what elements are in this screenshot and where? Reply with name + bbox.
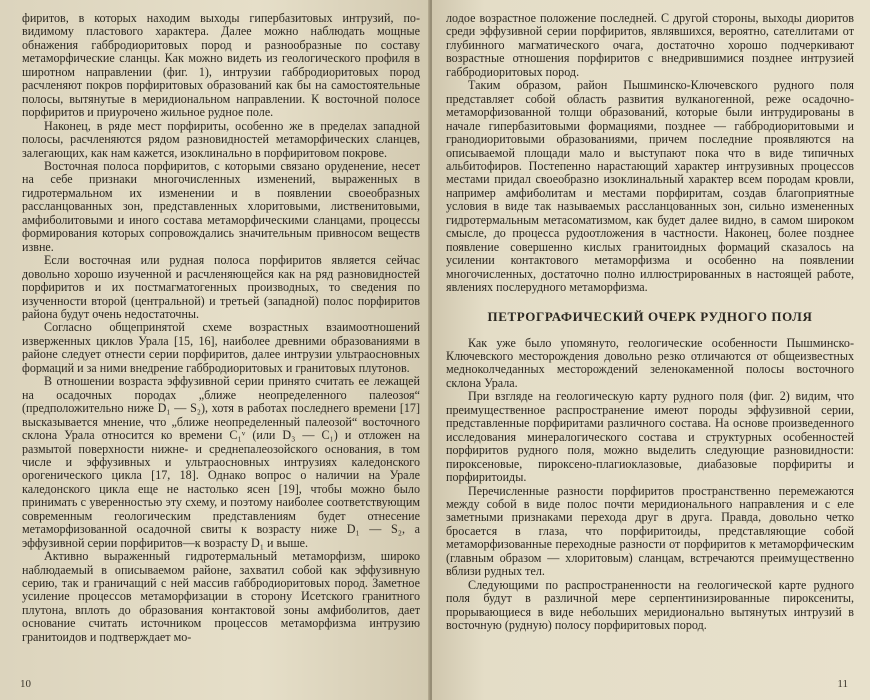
- paragraph: Активно выраженный гидротермальный метаморфизм, широко наблюдаемый в описываемом районе, захватил собой как эффузивную серию, так и граничащий с ней массив габбродиоритовых пород. Заметное усиление процессов метаморфизации в сторону Исетского гранитного плутона, вплоть до образования контактовой зоны амфиболитов, дает основание считать источником процессов метаморфизма интрузию гранитоидов и подтверждает мо-: [22, 549, 420, 644]
- paragraph: Перечисленные разности порфиритов пространственно перемежаются между собой в виде полос почти меридионального направления и с еле заметными признаками перехода друг в друга. Правда, довольно четко бросается в глаза, что порфиритоиды, представляющие собой метаморфизованные переходные разности от порфиритов к метаморфическим (главным образом — хлоритовым) сланцам, встречаются преимущественно вблизи рудных тел.: [446, 483, 854, 579]
- paragraph: При взгляде на геологическую карту рудного поля (фиг. 2) видим, что преимущественное распространение имеют породы эффузивной серии, представленные порфиритами различного состава. На основе произведенного исследования минералогического состава и структурных особенностей порфиритов рудного поля, можно выделить следующие разновидности: пироксеновые, пироксено-плагиоклазовые, диабазовые порфириты и порфиритоиды.: [446, 389, 854, 485]
- right-page: [432, 0, 870, 700]
- paragraph: Таким образом, район Пышминско-Ключевского рудного поля представляет собой область развития вулканогенной, реже осадочно-метаморфизованной толщи образований, которые были интрудированы в начале гипербазитовыми формациями, позднее — габбродиоритовыми и гранодиоритовыми образованиями, причем последние проявляются на описываемой площади мало и выступают пока что в виде типичных альбитофиров. Постепенно нарастающий характер интрузивных процессов местами придал своеобразно изоклинальный характер всем породам кровли, например амфиболитам и местами порфиритам, создав благоприятные условия в виде так называемых рассланцованных зон, сильно измененных гидротермальным метасоматизмом, как будет далее видно, в самом широком смысле, до процесса рудоотложения в частности. Наконец, более позднее появление совершенно кислых гранитоидных формаций сказалось на усилении контактового метаморфизма и особенно на появлении многочисленных, достаточно полно иллюстрированных в настоящей работе, явлениях послерудного метаморфизма.: [446, 78, 854, 295]
- paragraph: Если восточная или рудная полоса порфиритов является сейчас довольно хорошо изученной и расчленяющейся как на ряд разновидностей порфиритов и их постмагматогенных производных, то сведения по изученности второй (центральной) и третьей (западной) полос порфиритов района будут очень недостаточны.: [22, 253, 420, 321]
- paragraph: Как уже было упомянуто, геологические особенности Пышминско-Ключевского месторождения довольно резко отличаются от общеизвестных медноколчеданных месторождений зеленокаменной полосы восточного склона Урала.: [446, 335, 854, 390]
- left-page: [0, 0, 430, 700]
- paragraph: В отношении возраста эффузивной серии принято считать ее лежащей на осадочных породах „ближе неопределенного палеозоя“ (предположительно ниже D₁ — S₂), хотя в работах последнего времени [17] высказывается мнение, что „ближе неопределенный палеозой“ восточного склона Урала относится ко времени C₁ᵛ (или D₃ — C₁) и отложен на размытой поверхности нижне- и среднепалеозойского основания, в том числе и эффузивных и ультраосновных интрузиях каледонского орогенического цикла [17, 18]. Однако вопрос о наличии на Урале каледонского цикла еще не настолько ясен [19], чтобы можно было принимать с уверенностью эту схему, и поэтому наиболее соответствующим современным геологическим представлениям будет отнесение метаморфизованной осадочной свиты к возрасту ниже D₁ — S₂, а эффузивной серии порфиритов—к возрасту D₁ и выше.: [22, 374, 420, 550]
- page-number: 11: [837, 678, 848, 690]
- section-heading: ПЕТРОГРАФИЧЕСКИЙ ОЧЕРК РУДНОГО ПОЛЯ: [487, 308, 813, 324]
- paragraph: Следующими по распространенности на геологической карте рудного поля будут в различной мере серпентинизированные пироксениты, прорывающиеся в виде небольших меридионально вытянутых интрузий в восточную (рудную) полосу порфиритовых пород.: [446, 577, 854, 633]
- paragraph: лодое возрастное положение последней. С другой стороны, выходы диоритов среди эффузивной серии порфиритов, являвшихся, вероятно, сателлитами от глубинного магматического очага, достаточно хорошо подчеркивают возрастные отношения порфиритов с внедрившимися позднее интрузией габбродиоритовых пород.: [446, 11, 854, 79]
- page-number: 10: [20, 678, 31, 690]
- paragraph: Согласно общепринятой схеме возрастных взаимоотношений изверженных циклов Урала [15, 16], наиболее древними образованиями в районе следует отнести серии порфиритов, далее интрузии ультраосновных формаций и за ними внедрение габбродиоритовых и гранитовых плутонов.: [22, 320, 420, 375]
- paragraph: Наконец, в ряде мест порфириты, особенно же в пределах западной полосы, расчленяются рядом разновидностей метаморфических сланцев, залегающих, как нам кажется, изоклинально в порфиритовом покрове.: [22, 118, 420, 160]
- paragraph: Восточная полоса порфиритов, с которыми связано оруденение, несет на себе признаки многочисленных изменений, выраженных в гидротермальном их изменении и в появлении своеобразных рассланцованных зон, представленных хлоритовыми, лиственитовыми, амфиболитовыми и иного состава метаморфическими сланцами, процессы формирования которых сопровождались значительным привносом веществ извне.: [22, 158, 420, 254]
- paragraph: фиритов, в которых находим выходы гипербазитовых интрузий, по-видимому пластового характера. Далее можно наблюдать мощные обнажения габбродиоритовых пород и разнообразные по составу метаморфические сланцы. Как можно видеть из геологического профиля в широтном направлении (фиг. 1), интрузии габбродиоритовых пород расчленяют покров порфиритовых образований как бы на самостоятельные полосы, вытянутые в меридиональном направлении. К восточной полосе порфиритов и приурочено жильное рудное поле.: [22, 11, 420, 120]
